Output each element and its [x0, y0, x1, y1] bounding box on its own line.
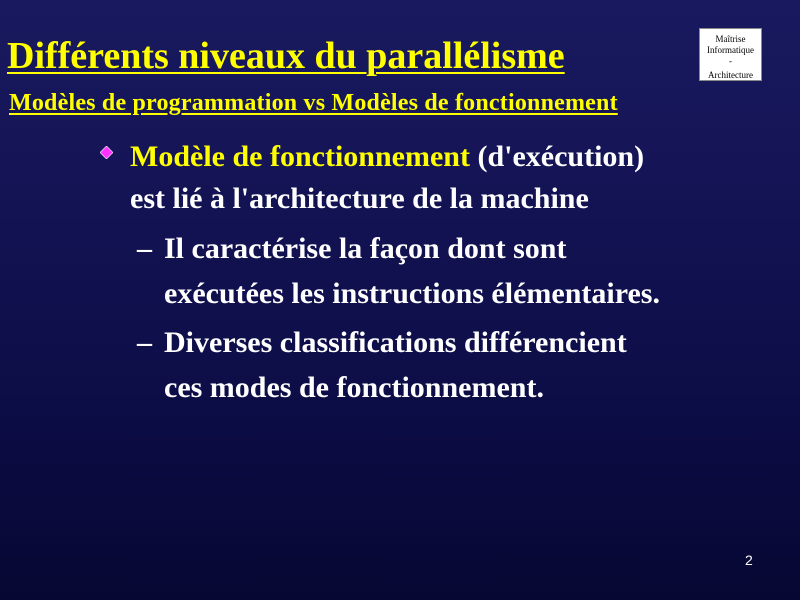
bullet-highlight-text: Modèle de fonctionnement	[130, 140, 470, 173]
sub-point-2-line-2: ces modes de fonctionnement.	[164, 371, 544, 404]
slide-subtitle: Modèles de programmation vs Modèles de fonctionnement	[9, 90, 618, 116]
bullet-line-2: est lié à l'architecture de la machine	[130, 182, 589, 215]
main-bullet-text	[130, 136, 790, 220]
bullet-rest-text: (d'exécution)	[469, 140, 645, 173]
sub-point-2	[137, 320, 764, 410]
dash-marker: –	[137, 326, 152, 359]
sub-point-1	[137, 226, 764, 316]
course-logo	[699, 28, 762, 81]
sub-point-1-text	[137, 226, 764, 316]
logo-line-3: -	[729, 56, 732, 66]
logo-line-1: Maîtrise	[715, 34, 746, 44]
logo-line-2: Informatique	[707, 45, 754, 55]
sub-point-2-text	[137, 320, 764, 410]
diamond-bullet-icon	[100, 146, 113, 159]
sub-point-2-line-1: Diverses classifications différencient	[164, 326, 627, 359]
sub-point-1-line-1: Il caractérise la façon dont sont	[164, 232, 567, 265]
sub-point-1-line-2: exécutées les instructions élémentaires.	[164, 277, 660, 310]
logo-line-4: Architecture	[708, 70, 753, 80]
page-number: 2	[745, 552, 753, 568]
slide-title: Différents niveaux du parallélisme	[7, 35, 565, 77]
dash-marker: –	[137, 232, 152, 265]
